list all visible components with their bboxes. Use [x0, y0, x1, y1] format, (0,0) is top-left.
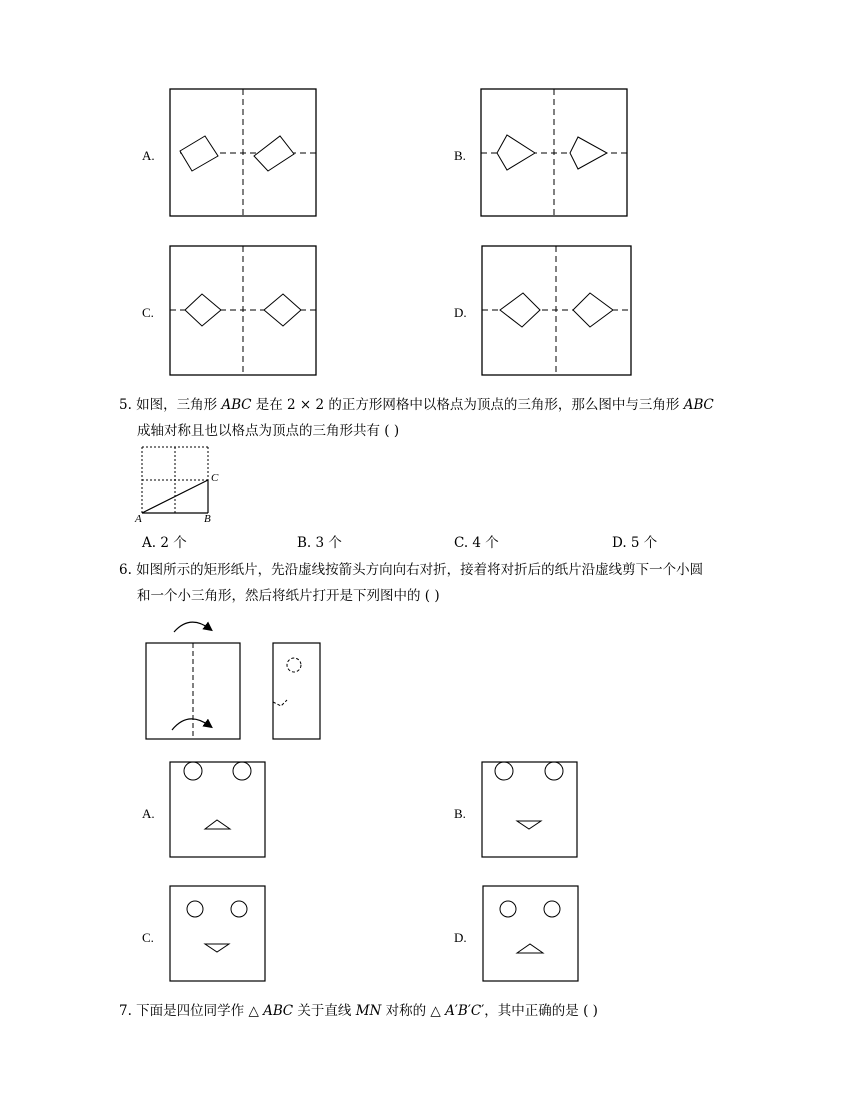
option-c-label: C. [142, 305, 154, 320]
q5-choice-a[interactable]: A. 2 个 [142, 535, 187, 551]
option-b-label: B. [454, 148, 466, 163]
q7-text-line1: 7. 下面是四位同学作 △ 𝐴𝐵𝐶 关于直线 𝑀𝑁 对称的 △ 𝐴′𝐵′𝐶′，其中正确的是 ( ) [119, 1003, 598, 1019]
q5-choice-c[interactable]: C. 4 个 [454, 535, 499, 551]
option-d-label: D. [454, 305, 467, 320]
q5-choice-b[interactable]: B. 3 个 [297, 535, 342, 551]
point-a-label: A [135, 513, 142, 525]
option-a-label: A. [142, 148, 155, 163]
q6-text-line2: 和一个小三角形，然后将纸片打开是下列图中的 ( ) [137, 588, 440, 604]
q6-option-b-label: B. [454, 806, 466, 821]
q6-text-line1: 6. 如图所示的矩形纸片，先沿虚线按箭头方向向右对折，接着将对折后的纸片沿虚线剪下一个小圆 [119, 562, 704, 578]
q5-text-line2: 成轴对称且也以格点为顶点的三角形共有 ( ) [137, 423, 400, 439]
q5-choice-d[interactable]: D. 5 个 [612, 535, 658, 551]
q6-option-d-label: D. [454, 930, 467, 945]
q6-option-c-label: C. [142, 930, 154, 945]
q5-text-line1: 5. 如图，三角形 𝐴𝐵𝐶 是在 2 × 2 的正方形网格中以格点为顶点的三角形，那么图中与三角形 𝐴𝐵𝐶 [119, 397, 714, 413]
q6-option-a-label: A. [142, 806, 155, 821]
point-c-label: C [211, 472, 219, 484]
point-b-label: B [204, 513, 211, 525]
